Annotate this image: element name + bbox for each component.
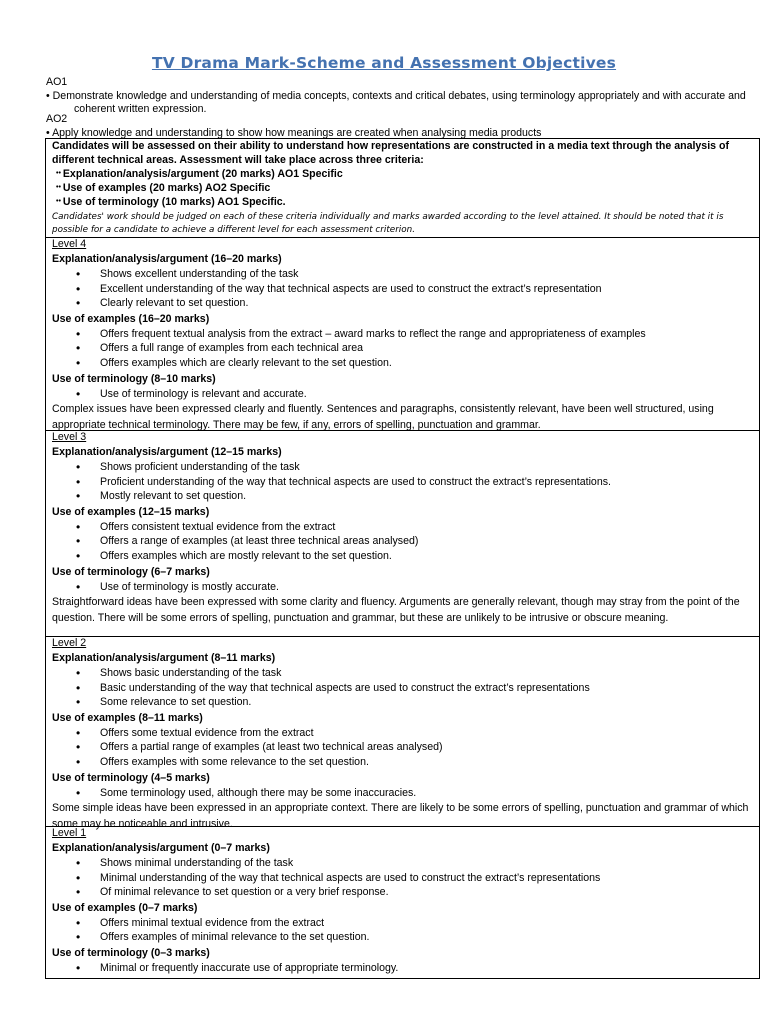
level-4-box: [45, 237, 760, 431]
intro-note: Candidates' work should be judged on each of these criteria individually and marks awarded according to the level attained. It should be noted that it is possible for a candidate to achieve a different level for each assessment criterion.: [52, 212, 724, 235]
assessment-intro-box: [45, 138, 760, 238]
criterion-item: •• Use of examples (20 marks) AO2 Specific: [52, 181, 753, 195]
list-item: • Offers a full range of examples from each technical area: [52, 341, 753, 356]
section-heading: Explanation/analysis/argument (0–7 marks): [52, 842, 270, 854]
level-title: Level 4: [52, 238, 87, 250]
section-heading: Explanation/analysis/argument (8–11 marks): [52, 652, 276, 664]
list-item: • Offers examples with some relevance to the set question.: [52, 755, 753, 770]
list-item: • Shows excellent understanding of the task: [52, 267, 753, 282]
level-summary: Complex issues have been expressed clearly and fluently. Sentences and paragraphs, consistently relevant, have been well structured, using appropriate technical terminology. There may be few, if any, errors of spelling, punctuation and grammar.: [52, 403, 714, 431]
ao-description: • Demonstrate knowledge and understanding of media concepts, contexts and critical debates, using terminology appropriately and with accurate and coherent written expression.: [46, 90, 746, 117]
section-heading: Use of terminology (6–7 marks): [52, 565, 210, 578]
level-title: Level 3: [52, 431, 87, 443]
list-item: • Offers minimal textual evidence from the extract: [52, 916, 753, 931]
level-title: Level 1: [52, 827, 87, 839]
ao-description: • Apply knowledge and understanding to show how meanings are created when analysing media products: [46, 127, 746, 141]
list-item: • Of minimal relevance to set question or a very brief response.: [52, 885, 753, 900]
section-heading: Use of terminology (8–10 marks): [52, 372, 216, 385]
section-heading: Use of terminology (0–3 marks): [52, 946, 210, 959]
list-item: • Offers examples which are clearly relevant to the set question.: [52, 356, 753, 371]
section-heading: Use of examples (0–7 marks): [52, 901, 198, 914]
list-item: • Excellent understanding of the way that technical aspects are used to construct the extract’s representation: [52, 282, 753, 297]
ao-label: AO1: [46, 76, 68, 88]
list-item: • Some relevance to set question.: [52, 695, 753, 710]
list-item: • Minimal or frequently inaccurate use of appropriate terminology.: [52, 961, 753, 976]
level-1-box: [45, 826, 760, 979]
assessment-objective-ao2: [46, 113, 746, 140]
level-2-box: [45, 636, 760, 830]
criterion-item: •• Explanation/analysis/argument (20 marks) AO1 Specific: [52, 167, 753, 181]
page-title: TV Drama Mark-Scheme and Assessment Objectives: [151, 54, 617, 72]
section-heading: Explanation/analysis/argument (16–20 marks): [52, 253, 282, 265]
list-item: • Clearly relevant to set question.: [52, 296, 753, 311]
section-heading: Explanation/analysis/argument (12–15 marks): [52, 446, 282, 458]
criterion-item: •• Use of terminology (10 marks) AO1 Specific.: [52, 195, 753, 209]
list-item: • Some terminology used, although there may be some inaccuracies.: [52, 786, 753, 801]
section-heading: Use of examples (16–20 marks): [52, 312, 210, 325]
section-heading: Use of examples (12–15 marks): [52, 505, 210, 518]
list-item: • Offers frequent textual analysis from the extract – award marks to reflect the range and appropriateness of examples: [52, 327, 753, 342]
list-item: • Offers a partial range of examples (at least two technical areas analysed): [52, 740, 753, 755]
list-item: • Use of terminology is relevant and accurate.: [52, 387, 753, 402]
level-summary: Straightforward ideas have been expressed with some clarity and fluency. Arguments are generally relevant, though may stray from the point of the question. There will be some errors of spelling, punctuation and grammar, but these are unlikely to be intrusive or obscure meaning.: [52, 596, 740, 624]
level-summary: Some simple ideas have been expressed in an appropriate context. There are likely to be some errors of spelling, punctuation and grammar of which some may be noticeable and intrusive.: [52, 802, 749, 830]
section-heading: Use of terminology (4–5 marks): [52, 771, 210, 784]
list-item: • Offers a range of examples (at least three technical areas analysed): [52, 534, 753, 549]
list-item: • Basic understanding of the way that technical aspects are used to construct the extract’s representations: [52, 681, 753, 696]
list-item: • Offers examples of minimal relevance to the set question.: [52, 930, 753, 945]
list-item: • Offers some textual evidence from the extract: [52, 726, 753, 741]
level-3-box: [45, 430, 760, 637]
list-item: • Proficient understanding of the way that technical aspects are used to construct the extract’s representations.: [52, 475, 753, 490]
list-item: • Use of terminology is mostly accurate.: [52, 580, 753, 595]
list-item: • Offers consistent textual evidence from the extract: [52, 520, 753, 535]
list-item: • Mostly relevant to set question.: [52, 489, 753, 504]
assessment-objective-ao1: [46, 76, 746, 117]
ao-label: AO2: [46, 113, 68, 125]
list-item: • Shows minimal understanding of the task: [52, 856, 753, 871]
list-item: • Shows proficient understanding of the task: [52, 460, 753, 475]
section-heading: Use of examples (8–11 marks): [52, 711, 203, 724]
list-item: • Minimal understanding of the way that technical aspects are used to construct the extract’s representations: [52, 871, 753, 886]
intro-text: Candidates will be assessed on their ability to understand how representations are constructed in a media text through the analysis of different technical areas. Assessment will take place across three criteria:: [52, 140, 729, 166]
level-title: Level 2: [52, 637, 87, 649]
list-item: • Shows basic understanding of the task: [52, 666, 753, 681]
list-item: • Offers examples which are mostly relevant to the set question.: [52, 549, 753, 564]
